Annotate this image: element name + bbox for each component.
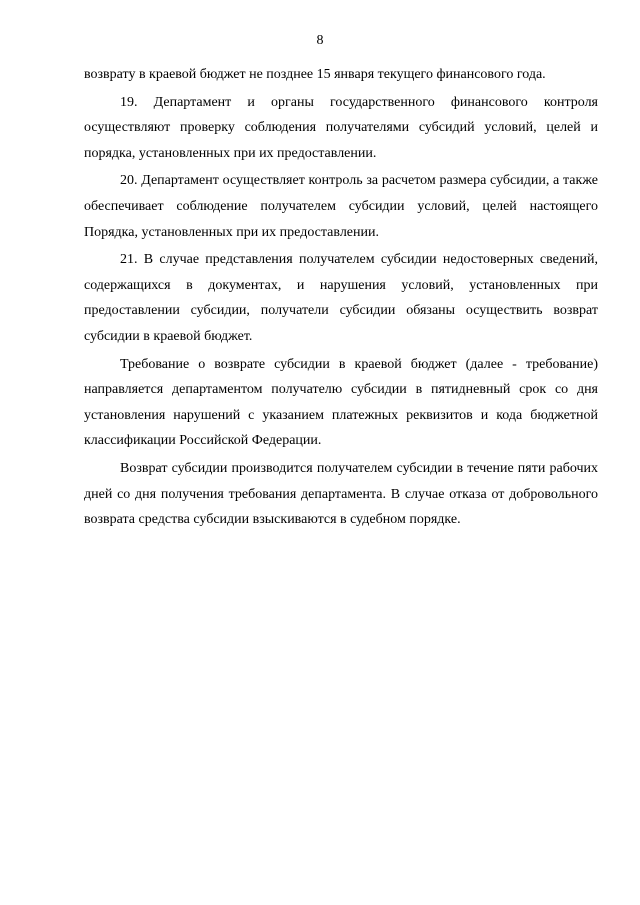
document-body (84, 62, 598, 535)
paragraph-19: 19. Департамент и органы государственного финансового контроля осуществляют проверку соблюдения получателями субсидий условий, целей и порядка, установленных при их предоставлении. (84, 94, 598, 161)
paragraph-21: 21. В случае представления получателем субсидии недостоверных сведений, содержащихся в документах, и нарушения условий, установленных при предоставлении субсидии, получатели субсидии обязаны осуществить возврат субсидии в краевой бюджет. (84, 252, 598, 344)
paragraph-refund: Возврат субсидии производится получателем субсидии в течение пяти рабочих дней со дня получения требования департамента. В случае отказа от добровольного возврата средства субсидии взыскиваются в судебном порядке. (84, 460, 598, 528)
paragraph-demand: Требование о возврате субсидии в краевой бюджет (далее - требование) направляется департаментом получателю субсидии в пятидневный срок со дня установления нарушений с указанием платежных реквизитов и кода бюджетной классификации Российской Федерации. (84, 356, 598, 449)
paragraph-continuation: возврату в краевой бюджет не позднее 15 января текущего финансового года. (84, 67, 546, 82)
paragraph-20: 20. Департамент осуществляет контроль за расчетом размера субсидии, а также обеспечивает соблюдение получателем субсидии условий, целей настоящего Порядка, установленных при их предоставлении. (84, 173, 598, 240)
page-number: 8 (316, 33, 324, 48)
